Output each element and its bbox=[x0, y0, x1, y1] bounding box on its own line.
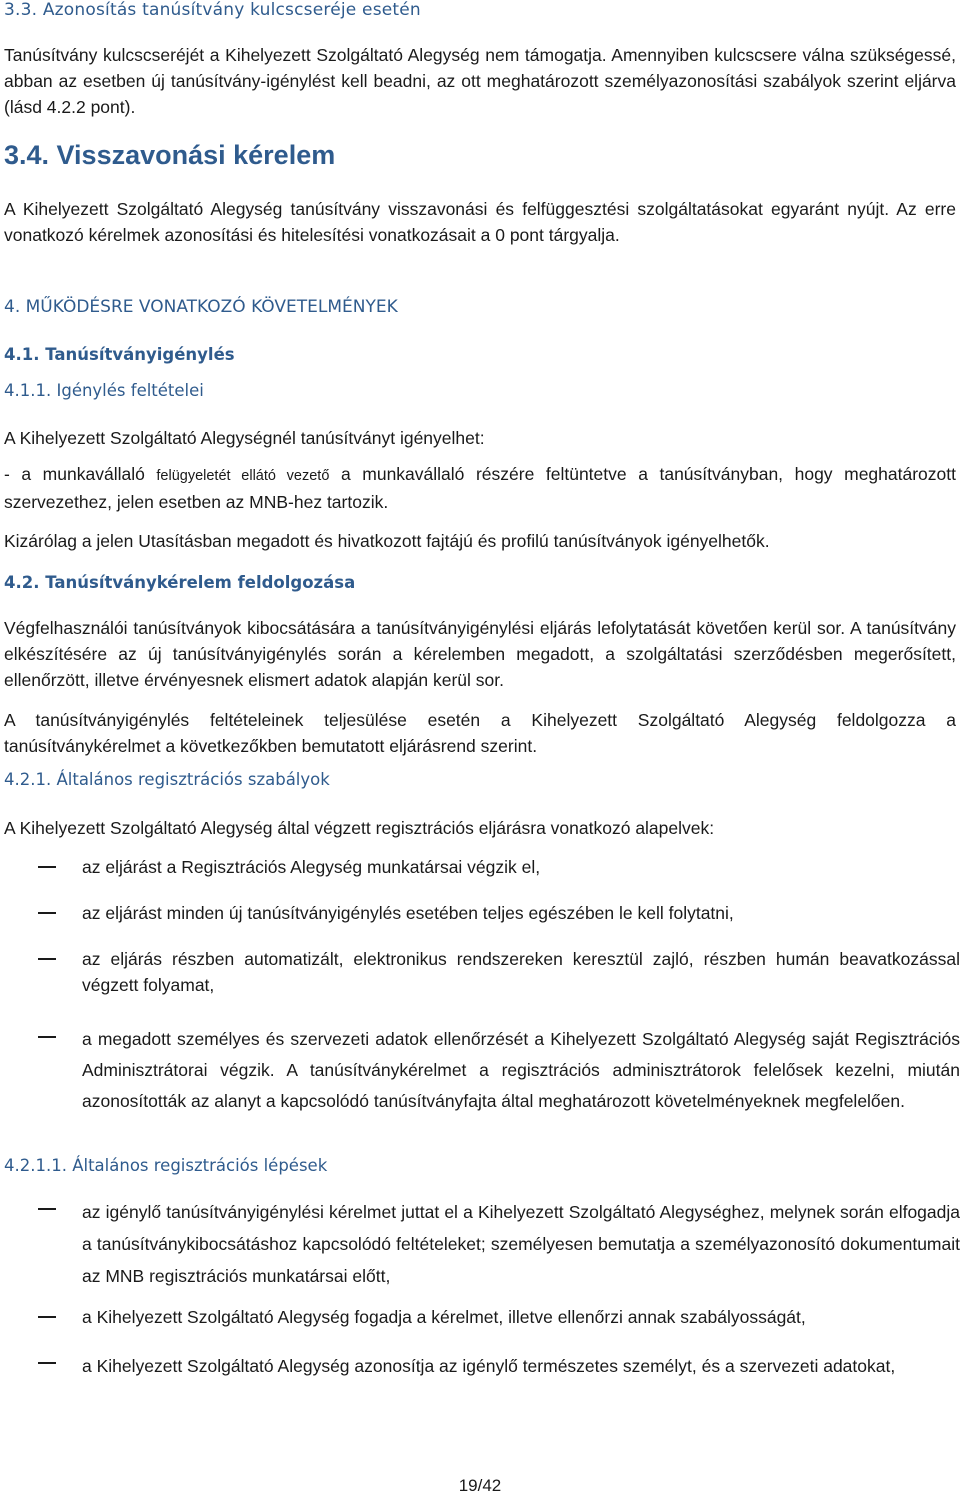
chapter-heading-4: 4. MŰKÖDÉSRE VONATKOZÓ KÖVETELMÉNYEK bbox=[4, 297, 398, 317]
requester-text-start: - a munkavállaló bbox=[4, 464, 145, 484]
paragraph-3-4: A Kihelyezett Szolgáltató Alegység tanúsítvány visszavonási és felfüggesztési szolgáltatásokat egyaránt nyújt. Az erre vonatkozó kérelmek azonosítási és hitelesítési vonatkozásait a 0 pont tárgyalja. bbox=[4, 199, 956, 245]
document-page: 3.3. Azonosítás tanúsítvány kulcscseréje esetén Tanúsítvány kulcscseréjét a Kihelyezett Szolgáltató Alegység nem támogatja. Amennyiben kulcscsere válna szükségessé, abban az esetben új tanúsítvány-igénylést kell beadni, az ott meghatározott személyazonosítási szabályok szerint eljárva (lásd 4.2.2 pont). 3.4. Visszavonási kérelem A Kihelyezett Szolgáltató Alegység tanúsítvány visszavonási és felfüggesztési szolgáltatásokat egyaránt nyújt. Az erre vonatkozó kérelmek azonosítási és hitelesítési vonatkozásait a 0 pont tárgyalja. 4. MŰKÖDÉSRE VONATKOZÓ KÖVETELMÉNYEK 4.1. Tanúsítványigénylés 4.1.1. Igénylés feltételei A Kihelyezett Szolgáltató Alegységnél tanúsítványt igényelhet: - a munkavállaló felügyeletét ellátó vezető a munkavállaló részére feltüntetve a tanúsítványban, hogy meghatározott szervezethez, jelen esetben az MNB-hez tartozik. Kizárólag a jelen Utasításban megadott és hivatkozott fajtájú és profilú tanúsítványok igényelhetők. 4.2. Tanúsítványkérelem feldolgozása Végfelhasználói tanúsítványok kibocsátására a tanúsítványigénylési eljárás lefolytatását követően kerül sor. A tanúsítvány elkészítésére az új tanúsítványigénylés során a kérelemben megadott, a szolgáltatási szerződésben megerősített, ellenőrzött, illetve érvényesnek elismert adatok alapján kerül sor. A tanúsítványigénylés feltételeinek teljesülése esetén a Kihelyezett Szolgáltató Alegység feldolgozza a tanúsítványkérelmet a következőkben bemutatott eljárásrend szerint. 4.2.1. Általános regisztrációs szabályok A Kihelyezett Szolgáltató Alegység által végzett regisztrációs eljárásra vonatkozó alapelvek: az eljárást a Regisztrációs Alegység munkatársai végzik el, az eljárást minden új tanúsítványigénylés esetében teljes egészében le kell folytatni, az eljárás részben automatizált, elektronikus rendszereken keresztül zajló, részben humán beavatkozással végzett folyamat, a megadott személyes és szervezeti adatok ellenőrzését a Kihelyezett Szolgáltató Alegység saját Regisztrációs Adminisztrátorai végzik. A tanúsítványkérelmet a regisztrációs adminisztrátorok felelősek kezelni, miután azonosították az alanyt a kapcsolódó tanúsítványfajta által meghatározott követelményeknek megfelelően. 4.2.1.1. Általános regisztrációs lépések az igénylő tanúsítványigénylési kérelmet juttat el a Kihelyezett Szolgáltató Alegységhez, melynek során elfogadja a tanúsítványkibocsátáshoz kapcsolódó feltételeket; személyesen bemutatja a személyazonosító dokumentumait az MNB regisztrációs munkatársai előtt, a Kihelyezett Szolgáltató Alegység fogadja a kérelmet, illetve ellenőrzi annak szabályosságát, a Kihelyezett Szolgáltató Alegység azonosítja az igénylő természetes személyt, és a szervezeti adatokat, 19/42 bbox=[0, 0, 960, 1496]
paragraph-4-1-1-requester bbox=[4, 461, 956, 515]
paragraph-4-2-issuance: Végfelhasználói tanúsítványok kibocsátására a tanúsítványigénylési eljárás lefolytatását követően kerül sor. A tanúsítvány elkészítésére az új tanúsítványigénylés során a kérelemben megadott, a szolgáltatási szerződésben megerősített, ellenőrzött, illetve érvényesnek elismert adatok alapján kerül sor. bbox=[4, 618, 956, 690]
section-heading-4-2: 4.2. Tanúsítványkérelem feldolgozása bbox=[4, 573, 356, 592]
subsection-heading-4-2-1: 4.2.1. Általános regisztrációs szabályok bbox=[4, 770, 330, 789]
dash-bullet-icon bbox=[38, 958, 56, 960]
section-heading-3-3: 3.3. Azonosítás tanúsítvány kulcscseréje esetén bbox=[4, 0, 421, 20]
requester-text-small: felügyeletét ellátó vezető bbox=[156, 468, 330, 484]
dash-bullet-icon bbox=[38, 1316, 56, 1318]
dash-bullet-icon bbox=[38, 912, 56, 914]
dash-bullet-icon bbox=[38, 866, 56, 868]
paragraph-3-3: Tanúsítvány kulcscseréjét a Kihelyezett Szolgáltató Alegység nem támogatja. Amennyiben kulcscsere válna szükségessé, abban az esetben új tanúsítvány-igénylést kell beadni, az ott meghatározott személyazonosítási szabályok szerint eljárva (lásd 4.2.2 pont). bbox=[4, 45, 956, 117]
subsection-heading-4-1-1: 4.1.1. Igénylés feltételei bbox=[4, 381, 204, 400]
dash-bullet-icon bbox=[38, 1036, 56, 1038]
section-heading-4-1: 4.1. Tanúsítványigénylés bbox=[4, 345, 235, 364]
subsubsection-heading-4-2-1-1: 4.2.1.1. Általános regisztrációs lépések bbox=[4, 1156, 328, 1175]
requester-text-end: a munkavállaló részére feltüntetve a tanúsítványban, hogy meghatározott szervezethez, jelen esetben az MNB-hez tartozik. bbox=[4, 464, 956, 512]
page-number: 19/42 bbox=[458, 1476, 502, 1495]
paragraph-4-1-1-intro: A Kihelyezett Szolgáltató Alegységnél tanúsítványt igényelhet: bbox=[4, 428, 485, 448]
section-heading-3-4: 3.4. Visszavonási kérelem bbox=[4, 140, 336, 170]
dash-bullet-icon bbox=[38, 1208, 56, 1210]
dash-bullet-icon bbox=[38, 1362, 56, 1364]
paragraph-4-2-processing: A tanúsítványigénylés feltételeinek teljesülése esetén a Kihelyezett Szolgáltató Alegység feldolgozza a tanúsítványkérelmet a következőkben bemutatott eljárásrend szerint. bbox=[4, 710, 956, 756]
paragraph-4-2-1: A Kihelyezett Szolgáltató Alegység által végzett regisztrációs eljárásra vonatkozó alapelvek: bbox=[4, 818, 715, 838]
paragraph-4-1-1-restriction: Kizárólag a jelen Utasításban megadott és hivatkozott fajtájú és profilú tanúsítványok igényelhetők. bbox=[4, 531, 770, 551]
